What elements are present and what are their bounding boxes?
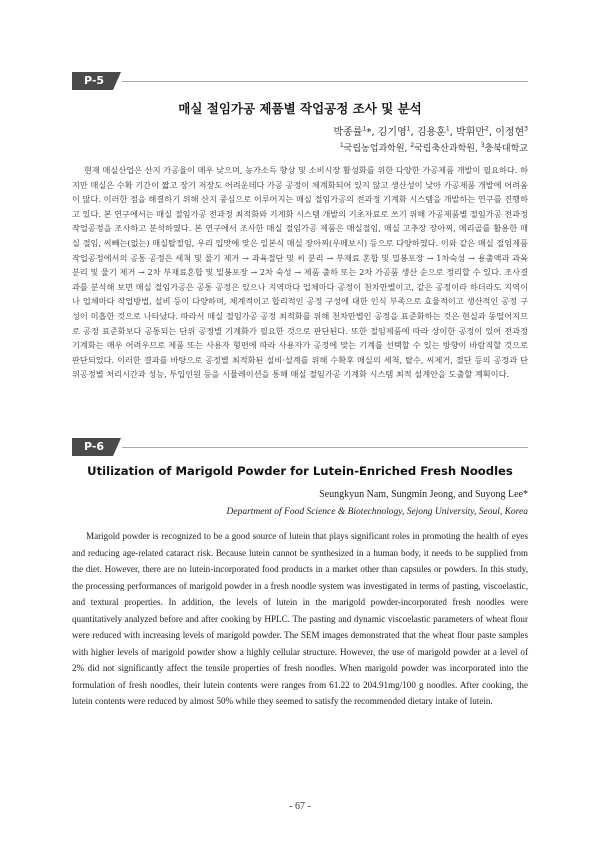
abstract-body-p5: 현재 매실산업은 산지 가공율이 매우 낮으며, 농가소득 향상 및 소비시장 활성화를 위한 다양한 가공제품 개발이 필요하다. 하지만 매실은 수확 기간이 짧고 장기 저장도 어려운데다 가공 공정이 체계화되어 있지 않고 생산성이 낮아 가공제품 개발에 어려움이 많다. 이러한 점을 해결하기 위해 산지 중심으로 이루어지는 매실 절임가공의 전과정 기계화 시스템을 개발하는 연구를 진행하고 있다. 본 연구에서는 매실 절임가공 전과정 최적화와 기계화 시스템 개발의 기초자료로 쓰기 위해 가공제품별 절임가공 전과정 작업공정을 조사하고 분석하였다. 본 연구에서 조사한 매실 절임가공 제품은 매실절임, 매실 고추장 장아찌, 메리골를 활용한 매실 절임, 씨빼는(없는) 매실탈절임, 우리 입맛에 맞은 일본식 매실 장아찌(우메보시) 등으로 다양하였다. 이와 같은 매실 절임제품 작업공정에서의 공통 공정은 세척 및 물기 제거 → 과육절단 및 씨 분리 → 부재료 혼합 및 밀봉포장 → 1차숙성 → 용출액과 과육분리 및 물기 제거 → 2차 부재료혼합 및 밀봉포장 → 2차 숙성 → 제품 출하 또는 2차 가공품 생산 순으로 정리할 수 있다. 조사결과를 분석해 보면 매실 절임가공은 공통 공정은 있으나 지역마다 업체마다 공정이 천차만별이고, 같은 공정이라 하더라도 지역이나 업체마다 작업방법, 설비 등이 다양하며, 체계적이고 합리적인 공정 구성에 대한 인식 부족으로 효율적이고 생산적인 공정 구성이 미흡한 것으로 나타났다. 따라서 매실 절임가공 공정 최적화를 위해 천차만별인 공정을 표준화하는 것은 현실과 동떨어지므로 공정 표준화보다 공통되는 단위 공정별 기계화가 필요한 것으로 판단된다. 또한 절임제품에 따라 상이한 공정이 있어 전과정 기계화는 매우 어려우므로 제품 또는 사용자 형편에 따라 사용자가 공정에 맞는 기계를 선택할 수 있는 방향이 바람직할 것으로 판단되었다. 이러한 결과를 바탕으로 공정별 최적화된 설비·설계를 위해 수확후 매실의 세척, 탈수, 씨제거, 절단 등의 공정과 단위공정별 처리시간과 성능, 투입인원 등을 시뮬레이션을 통해 매실 절임가공 기계화 시스템 최적 설계안을 도출할 계획이다. (72, 165, 528, 380)
page-number: - 67 - (289, 801, 311, 812)
tag-label: P-6 (72, 438, 113, 456)
tag-rule (122, 81, 528, 82)
author-name: 김용훈 (416, 127, 446, 138)
author-list-p6: Seungkyun Nam, Sungmin Jeong, and Suyong Lee* (319, 489, 528, 500)
abstract-tag-p5 (72, 72, 120, 90)
author-name: 박종률 (333, 127, 363, 138)
abstract-title-p5: 매실 절임가공 제품별 작업공정 조사 및 분석 (178, 101, 422, 116)
abstract-tag-p6 (72, 438, 120, 456)
tag-rule (122, 447, 528, 448)
affiliation: 국립농업과학원, (343, 144, 411, 154)
author-name: 김기영 (377, 127, 407, 138)
author-list-p5: 박종률$^1$*, 김기영$^1$, 김용훈$^1$, 박휘만$^2$, 이정현$^3$ (333, 125, 528, 138)
affiliation-p6: Department of Food Science & Biotechnology, Sejong University, Seoul, Korea (226, 507, 528, 517)
abstract-body-p6: Marigold powder is recognized to be a good source of lutein that plays significant roles in promoting the health of eyes and reducing age-related cataract risk. Because lutein cannot be synthesized in a human body, it needs to be supplied from the diet. However, there are no lutein-incorporated food products in a market other than capsules or powders. In this study, the processing performances of marigold powder in a fresh noodle system was investigated in terms of pasting, viscoelastic, and textural properties. In addition, the levels of lutein in the marigold powder-incorporated fresh noodles were quantitatively analyzed before and after cooking by HPLC. The pasting and dynamic viscoelastic parameters of wheat flour were reduced with increasing levels of marigold powder. The SEM images demonstrated that the wheat flour paste samples with higher levels of marigold powder show a highly cellular structure. However, the use of marigold powder at a level of 2% did not significantly affect the tensile properties of fresh noodles. When marigold powder was incorporated into the formulation of fresh noodles, their lutein contents were ranges from 61.22 to 204.91mg/100 g noodles. After cooking, the lutein contents were reduced by almost 50% while they seemed to satisfy the recommended dietary intake of lutein. (72, 531, 528, 706)
affiliation: 국립축산과학원, (414, 144, 481, 154)
abstract-title-p6: Utilization of Marigold Powder for Lutein-Enriched Fresh Noodles (87, 464, 513, 478)
author-name: 이정현 (495, 127, 525, 138)
tag-label: P-5 (72, 72, 113, 90)
affiliation-list-p5: $^1$국립농업과학원, $^2$국립축산과학원, $^3$충북대학교 (339, 142, 528, 154)
affiliation: 충북대학교 (484, 144, 528, 154)
author-name: 박휘만 (456, 127, 485, 138)
